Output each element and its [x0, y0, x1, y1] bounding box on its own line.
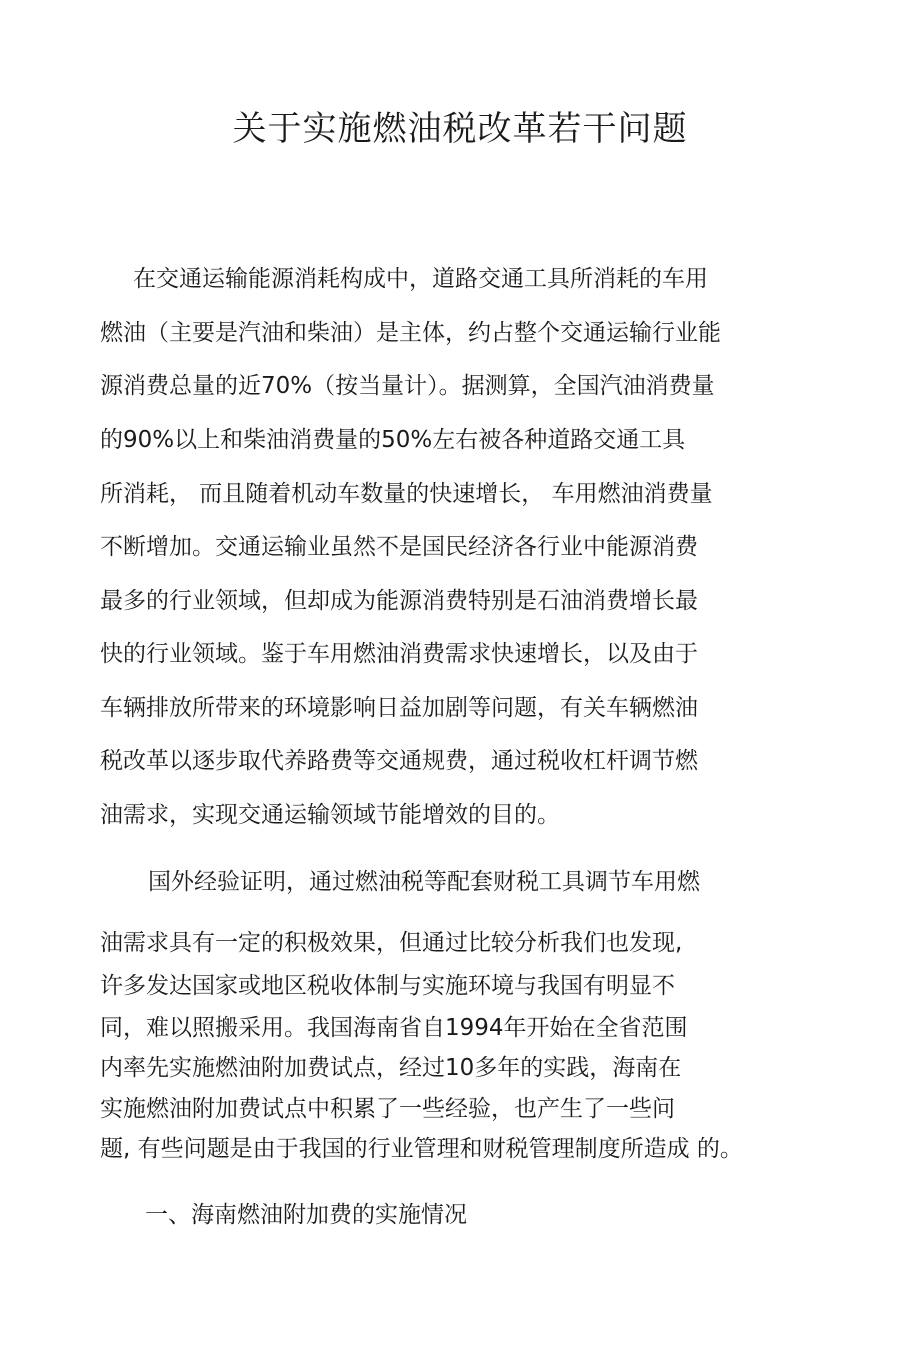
paragraph-2-line-2: 油需求具有一定的积极效果，但通过比较分析我们也发现,: [100, 930, 683, 956]
paragraph-1-line-8: 快的行业领域。鉴于车用燃油消费需求快速增长，以及由于: [100, 641, 698, 667]
paragraph-1-line-9: 车辆排放所带来的环境影响日益加剧等问题，有关车辆燃油: [100, 695, 698, 721]
paragraph-1-line-2: 燃油（主要是汽油和柴油）是主体，约占整个交通运输行业能: [100, 320, 721, 346]
paragraph-2-line-4: 同，难以照搬采用。我国海南省自1994年开始在全省范围: [100, 1015, 688, 1041]
paragraph-2-line-3: 许多发达国家或地区税收体制与实施环境与我国有明显不: [100, 973, 675, 999]
paragraph-1-line-7: 最多的行业领域，但却成为能源消费特别是石油消费增长最: [100, 588, 698, 614]
paragraph-2-line-7: 题, 有些问题是由于我国的行业管理和财税管理制度所造成 的。: [100, 1136, 743, 1162]
paragraph-1-line-5: 所消耗， 而且随着机动车数量的快速增长， 车用燃油消费量: [100, 481, 713, 507]
paragraph-2-line-6: 实施燃油附加费试点中积累了一些经验，也产生了一些问: [100, 1096, 675, 1122]
section-heading: 一、海南燃油附加费的实施情况: [145, 1202, 467, 1228]
paragraph-2-line-1: 国外经验证明，通过燃油税等配套财税工具调节车用燃: [148, 869, 700, 895]
paragraph-1-line-1: 在交通运输能源消耗构成中，道路交通工具所消耗的车用: [133, 266, 708, 292]
paragraph-2-line-5: 内率先实施燃油附加费试点，经过10多年的实践，海南在: [100, 1055, 682, 1081]
paragraph-1-line-10: 税改革以逐步取代养路费等交通规费，通过税收杠杆调节燃: [100, 748, 698, 774]
paragraph-1-line-11: 油需求，实现交通运输领域节能增效的目的。: [100, 802, 560, 828]
paragraph-1-line-3: 源消费总量的近70%（按当量计）。据测算，全国汽油消费量: [100, 373, 715, 399]
paragraph-1-line-4: 的90%以上和柴油消费量的50%左右被各种道路交通工具: [100, 427, 686, 453]
paragraph-1-line-6: 不断增加。交通运输业虽然不是国民经济各行业中能源消费: [100, 534, 698, 560]
document-title: 关于实施燃油税改革若干问题: [232, 109, 688, 149]
